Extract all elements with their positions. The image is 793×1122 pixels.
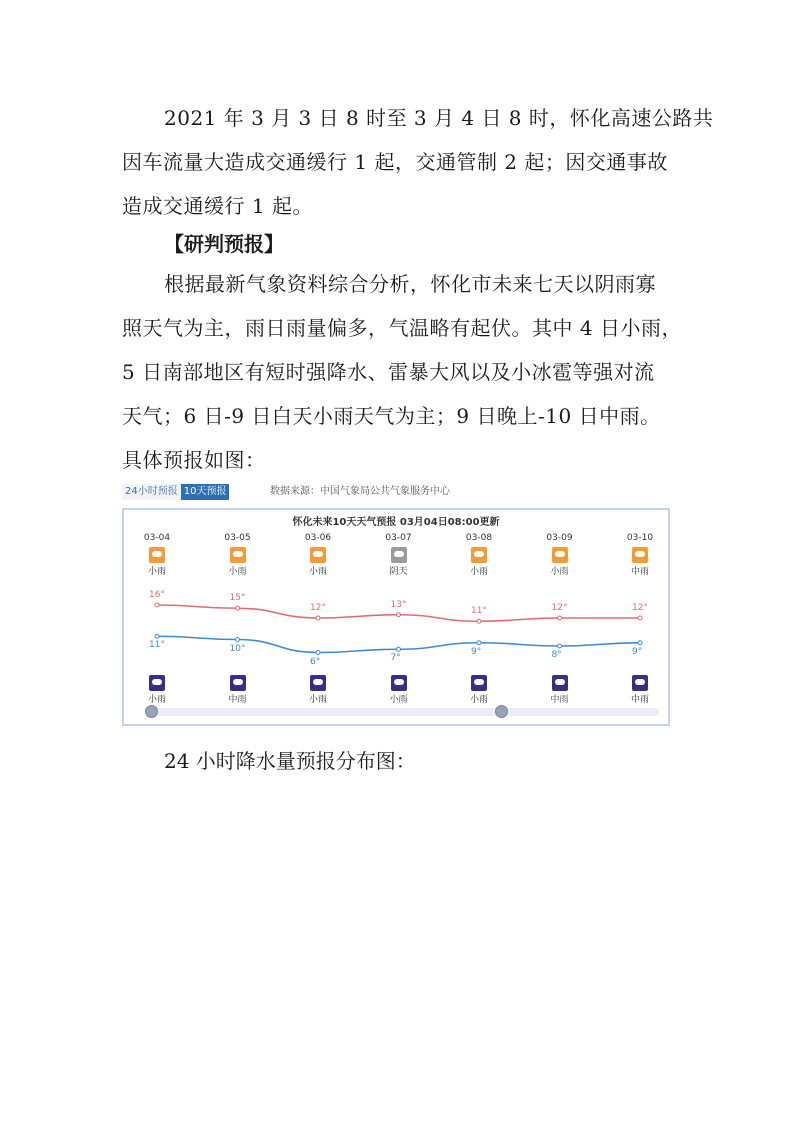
rain-night-icon <box>552 675 568 691</box>
night-weather: 小雨 <box>308 695 327 705</box>
rain-night-icon <box>391 675 407 691</box>
rain-night-icon <box>149 675 165 691</box>
rain-orange-icon <box>552 547 568 563</box>
rain-night-icon <box>310 675 326 691</box>
forecast-panel <box>122 508 670 726</box>
text-line: 5 日南部地区有短时强降水、雷暴大风以及小冰雹等强对流 <box>122 360 655 384</box>
night-weather: 中雨 <box>550 695 569 705</box>
scroll-handle-left[interactable] <box>145 705 158 718</box>
overcast-gray-icon <box>391 547 407 563</box>
text-line: 天气；6 日-9 日白天小雨天气为主；9 日晚上-10 日中雨。 <box>122 404 661 428</box>
high-temp-label: 12° <box>632 603 648 613</box>
day-weather: 阴天 <box>389 567 408 577</box>
paragraph-traffic <box>122 96 714 228</box>
rain-night-icon <box>230 675 246 691</box>
text-line: 造成交通缓行 1 起。 <box>122 194 313 218</box>
rain-orange-icon <box>632 547 648 563</box>
precip-caption: 24 小时降水量预报分布图： <box>164 749 416 773</box>
forecast-date: 03-09 <box>546 533 573 543</box>
low-temp-label: 7° <box>390 653 401 664</box>
rain-orange-icon <box>230 547 246 563</box>
high-temp-label: 12° <box>310 603 326 613</box>
night-weather: 小雨 <box>389 695 408 705</box>
low-temp-label: 9° <box>632 646 643 657</box>
night-weather: 中雨 <box>630 695 649 705</box>
rain-night-icon <box>471 675 487 691</box>
night-weather: 小雨 <box>469 695 488 705</box>
high-temp-label: 15° <box>229 593 246 604</box>
day-weather: 小雨 <box>550 567 569 577</box>
night-weather: 中雨 <box>228 695 247 705</box>
rain-orange-icon <box>149 547 165 563</box>
tab-24h-forecast[interactable]: 24小时预报 <box>122 484 181 500</box>
text-line: 根据最新气象资料综合分析，怀化市未来七天以阴雨寡 <box>164 272 656 296</box>
day-weather: 小雨 <box>469 567 488 577</box>
text-line: 因车流量大造成交通缓行 1 起，交通管制 2 起；因交通事故 <box>122 150 668 174</box>
forecast-date: 03-04 <box>143 533 171 543</box>
rain-night-icon <box>632 675 648 691</box>
night-weather: 小雨 <box>147 695 166 705</box>
scroll-handle-right[interactable] <box>495 705 508 718</box>
high-temp-label: 16° <box>149 590 165 600</box>
tab-10day-forecast[interactable]: 10天预报 <box>181 484 230 500</box>
forecast-day <box>374 510 424 710</box>
rain-orange-icon <box>471 547 487 563</box>
day-weather: 中雨 <box>630 567 649 577</box>
forecast-date: 03-05 <box>224 533 251 543</box>
data-source: 数据来源：中国气象局公共气象服务中心 <box>270 486 450 497</box>
text-line: 具体预报如图： <box>122 448 266 472</box>
forecast-date: 03-10 <box>626 533 654 543</box>
low-temp-label: 9° <box>471 646 482 657</box>
forecast-date: 03-08 <box>465 533 493 543</box>
forecast-day <box>132 510 182 710</box>
forecast-date: 03-06 <box>304 533 332 543</box>
low-temp-label: 11° <box>149 640 165 651</box>
text-line: 2021 年 3 月 3 日 8 时至 3 月 4 日 8 时，怀化高速公路共 <box>164 106 714 130</box>
day-weather: 小雨 <box>308 567 327 577</box>
low-temp-label: 6° <box>310 656 321 667</box>
section-heading: 【研判预报】 <box>164 232 284 256</box>
forecast-tabs <box>122 484 229 500</box>
high-temp-label: 11° <box>471 606 487 617</box>
day-weather: 小雨 <box>228 567 247 577</box>
rain-orange-icon <box>310 547 326 563</box>
low-temp-label: 10° <box>229 643 246 654</box>
paragraph-forecast <box>122 262 682 482</box>
high-temp-label: 13° <box>390 599 407 610</box>
high-temp-label: 12° <box>551 603 568 613</box>
timeline-scrollbar[interactable] <box>149 708 659 716</box>
forecast-day <box>213 510 263 710</box>
day-weather: 小雨 <box>147 567 166 577</box>
low-temp-label: 8° <box>551 650 562 660</box>
forecast-date: 03-07 <box>385 533 412 543</box>
forecast-title: 怀化未来10天天气预报 03月04日08:00更新 <box>292 517 500 528</box>
text-line: 照天气为主，雨日雨量偏多，气温略有起伏。其中 4 日小雨， <box>122 316 682 340</box>
